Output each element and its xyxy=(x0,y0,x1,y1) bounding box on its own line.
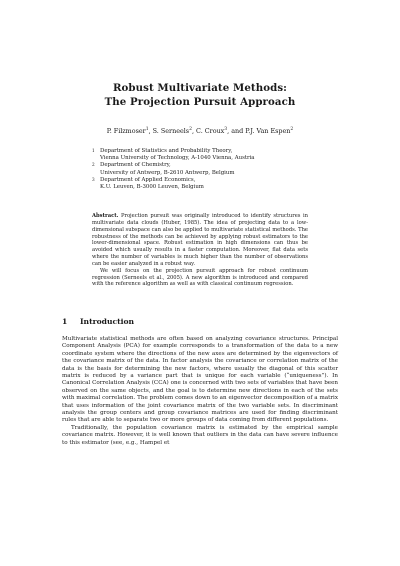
affiliation-item xyxy=(92,148,255,162)
affiliation-line: Vienna University of Technology, A-1040 Vienna, Austria xyxy=(100,155,255,162)
body-paragraph-1: Multivariate statistical methods are often based on analyzing covariance structures. Principal Component Analysis (PCA) for example corresponds to a transformation of the data to a new coordinate system where the directions of the new axes are determined by the eigenvectors of the covariance matrix of the data. In factor analysis the covariance or correlation matrix of the data is the basis for determining the new factors, where usually the diagonal of this scatter matrix is reduced by a variance part that is unique for each variable (“uniqueness”). In Canonical Correlation Analysis (CCA) one is concerned with two sets of variables that have been observed on the same objects, and the goal is to determine new directions in each of the sets with maximal correlation. The problem comes down to an eigenvector decomposition of a matrix that uses information of the joint covariance matrix of the two variable sets. In discriminant analysis the group centers and group covariance matrices are used for finding discriminant rules that are able to separate two or more groups of data coming from different populations. xyxy=(62,336,338,424)
affiliation-number: 2 xyxy=(92,162,95,168)
author-separator: , xyxy=(148,127,153,136)
affiliation-line: University of Antwerp, B-2610 Antwerp, Belgium xyxy=(100,169,235,176)
affiliation-line: K.U. Leuven, B-3000 Leuven, Belgium xyxy=(100,184,204,191)
author-separator: , and xyxy=(227,127,246,136)
author-affil-marker: 3 xyxy=(224,127,228,132)
author-separator: , xyxy=(191,127,197,136)
affiliation-item xyxy=(92,177,255,191)
abstract-paragraph-1 xyxy=(92,213,308,268)
abstract-paragraph-2: We will focus on the projection pursuit approach for robust continuum regression (Serneels et al., 2005). A new algorithm is introduced and compared with the reference algorithm as well as with classical continuum regression. xyxy=(92,267,308,288)
section-body xyxy=(62,336,338,447)
paper-title-line-1: Robust Multivariate Methods: xyxy=(112,82,288,94)
abstract-label: Abstract. xyxy=(92,213,119,219)
affiliation-list xyxy=(92,148,255,191)
section-heading xyxy=(62,317,134,326)
author-affil-marker: 2 xyxy=(290,127,294,132)
section-number: 1 xyxy=(62,317,68,326)
body-paragraph-2: Traditionally, the population covariance matrix is estimated by the empirical sample covariance matrix. However, it is well known that outliers in the data can have severe influence to this estimator (see, e.g., Hampel et xyxy=(62,424,338,446)
affiliation-number: 1 xyxy=(92,148,95,153)
author-list xyxy=(0,127,400,135)
author-name: P.J. Van Espen xyxy=(245,127,291,136)
author-affil-marker: 1 xyxy=(145,127,149,132)
author-affil-marker: 2 xyxy=(189,127,192,132)
affiliation-line: Department of Statistics and Probability Theory, xyxy=(100,148,233,154)
author-name: C. Croux xyxy=(196,127,225,136)
affiliation-line: Department of Applied Economics, xyxy=(100,176,196,183)
abstract-text: Projection pursuit was originally introduced to identify structures in multivariate data clouds (Huber, 1985). The idea of projecting data to a low-dimensional subspace can also be applied to multivariate statistical methods. The robustness of the methods can be achieved by applying robust estimators to the lower-dimensional space. Robust estimation in high dimensions can thus be avoided which usually results in a faster computation. Moreover, flat data sets where the number of variables is much higher than the number of observations can be easier analyzed in a robust way. xyxy=(92,213,308,267)
affiliation-item xyxy=(92,162,255,176)
abstract xyxy=(92,213,308,288)
author-name: P. Filzmoser xyxy=(106,127,146,136)
section-title: Introduction xyxy=(80,317,135,326)
paper-title-line-2: The Projection Pursuit Approach xyxy=(104,96,296,108)
affiliation-line: Department of Chemistry, xyxy=(100,162,171,169)
author-name: S. Serneels xyxy=(152,127,190,136)
affiliation-number: 3 xyxy=(92,176,95,182)
